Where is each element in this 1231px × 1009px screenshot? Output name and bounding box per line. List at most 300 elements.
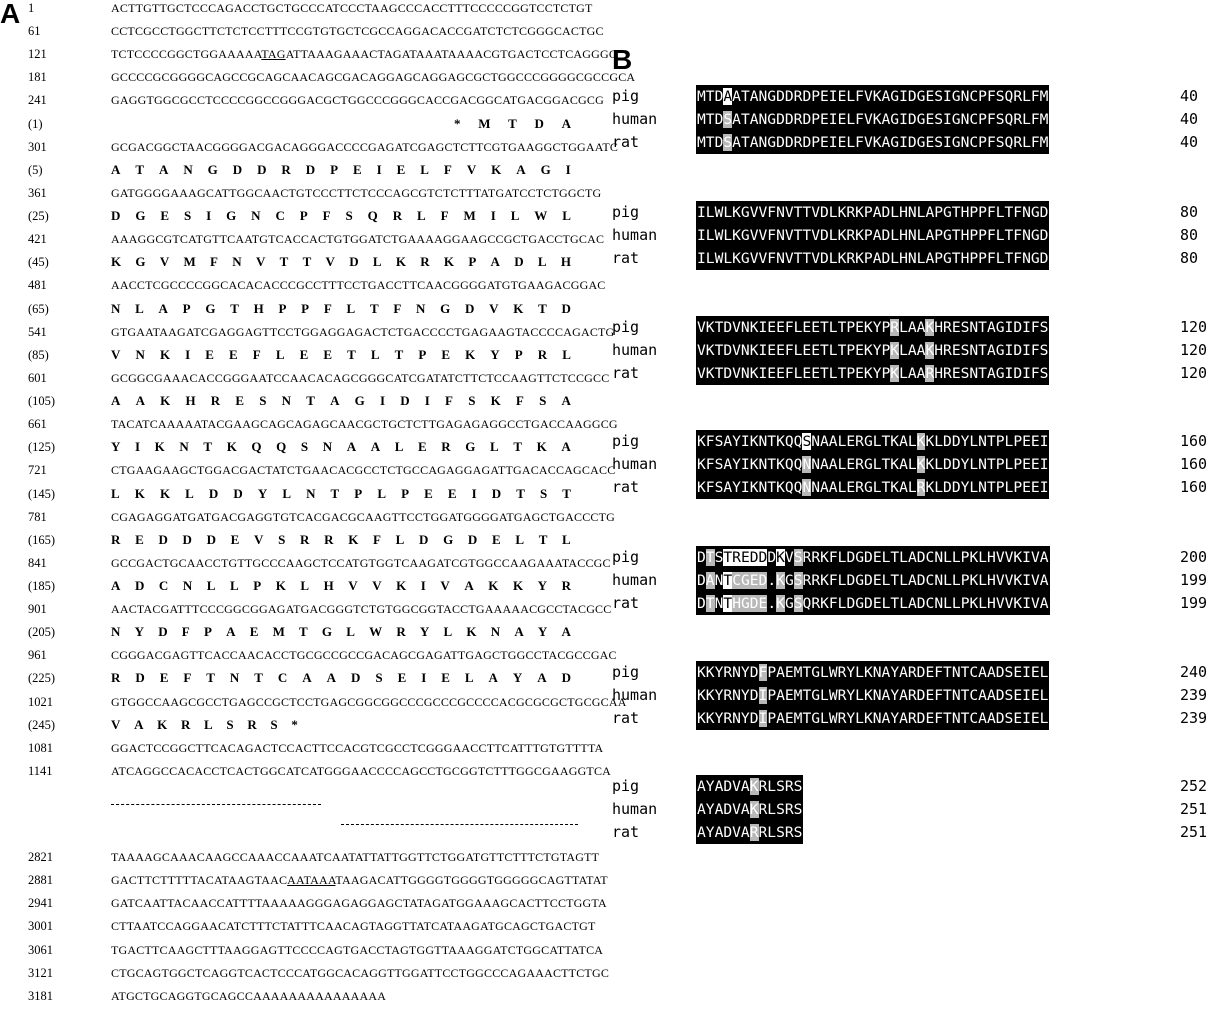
- species-label: human: [612, 800, 658, 818]
- nucleotide-sequence: ATCAGGCCACACCTCACTGGCATCATGGGAACCCCAGCCTGCGGTCTTTGGCGAAGGTCA: [111, 763, 612, 778]
- nucleotide-line: [0, 24, 604, 44]
- amino-acid: E: [159, 670, 169, 686]
- similar-residue-segment: K: [890, 342, 900, 359]
- amino-acid: K: [226, 439, 237, 455]
- position-number: 181: [28, 70, 47, 85]
- amino-acid: A: [346, 439, 357, 455]
- amino-acid: R: [537, 346, 548, 362]
- position-number: (165): [28, 532, 56, 547]
- nucleotide-sequence: AACCTCGCCCCGGCACACACCCGCCTTTCCTGACCTTCAACGGGGATGTGAAGACGGAC: [111, 278, 606, 293]
- amino-acid: N: [135, 346, 145, 362]
- amino-acid: P: [330, 161, 339, 177]
- amino-acid: K: [157, 716, 168, 732]
- nucleotide-sequence: [111, 47, 618, 61]
- position-number: 961: [28, 648, 47, 663]
- aligned-protein-sequence: [696, 569, 1050, 592]
- amino-acid: V: [111, 716, 121, 732]
- amino-acid: F: [210, 254, 218, 270]
- amino-acid: K: [513, 300, 524, 316]
- amino-acid: K: [466, 624, 477, 640]
- nucleotide-sequence: GCCCCGCGGGGCAGCCGCAGCAACAGCGACAGGAGCAGGAGCGCTGGCCCGGGGCGCCGCA: [111, 70, 636, 85]
- similar-residue-segment: N: [802, 479, 812, 496]
- amino-acid-translation: [111, 209, 571, 223]
- amino-acid: Y: [111, 439, 121, 455]
- amino-acid: N: [490, 624, 501, 640]
- similar-residue-segment: N: [802, 456, 812, 473]
- residue-end-position: 80: [1180, 226, 1199, 244]
- nucleotide-sequence: ATGCTGCAGGTGCAGCCAAAAAAAAAAAAAAA: [111, 988, 387, 1003]
- amino-acid: T: [347, 346, 356, 362]
- position-number: 1021: [28, 694, 53, 709]
- amino-acid: K: [443, 254, 455, 270]
- amino-acid: K: [160, 393, 171, 409]
- identical-residue-segment: RKFLDGDELTLADCNLLPKLHVVKIVA: [811, 549, 1049, 566]
- amino-acid-line: [0, 209, 600, 229]
- amino-acid: K: [275, 578, 286, 593]
- nucleotide-sequence: AAAGGCGTCATGTTCAATGTCACCACTGTGGATCTGAAAAGGAAGCCGCTGACCTGCAC: [111, 232, 605, 247]
- species-label: pig: [612, 548, 640, 566]
- amino-acid: L: [420, 161, 429, 177]
- aligned-protein-sequence: [696, 201, 1049, 224]
- identical-residue-segment: ATANGDDRDPEIELFVKAGIDGESIGNCPFSQRLFM: [732, 88, 1049, 105]
- amino-acid: R: [247, 716, 257, 732]
- amino-acid: D: [465, 300, 475, 316]
- amino-acid: F: [252, 346, 261, 362]
- amino-acid: T: [206, 670, 215, 686]
- identical-residue-segment: ATANGDDRDPEIELFVKAGIDGESIGNCPFSQRLFM: [732, 111, 1049, 128]
- amino-acid: G: [540, 161, 551, 177]
- similar-residue-segment: K: [916, 456, 926, 473]
- position-number: 841: [28, 555, 47, 570]
- identical-residue-segment: KKYRNYD: [697, 664, 759, 681]
- nucleotide-sequence: CGGGACGAGTTCACCAACACCTGCGCCGCCGACAGCGAGATTGAGCTGGCCTACGCCGAC: [111, 648, 617, 663]
- position-number: (205): [28, 625, 56, 640]
- amino-acid: R: [420, 254, 430, 270]
- similar-residue-segment: T: [705, 595, 715, 612]
- amino-acid: E: [424, 485, 433, 501]
- amino-acid: A: [158, 161, 169, 177]
- nucleotide-line: [0, 509, 615, 530]
- similar-residue-segment: K: [925, 342, 935, 359]
- amino-acid: Y: [419, 624, 430, 640]
- amino-acid: R: [111, 531, 121, 547]
- residue-end-position: 160: [1180, 432, 1208, 450]
- amino-acid: I: [424, 393, 430, 409]
- nucleotide-line: [0, 919, 600, 939]
- nucleotide-sequence: TACATCAAAAATACGAAGCAGCAGAGCAACGCTGCTCTTGAGAGAGGCCTGACCAAGGCG: [111, 417, 618, 432]
- amino-acid: L: [135, 300, 144, 316]
- amino-acid: T: [369, 300, 379, 316]
- identical-residue-segment: R: [802, 549, 812, 566]
- amino-acid-translation: [111, 255, 571, 269]
- amino-acid: L: [229, 578, 239, 593]
- amino-acid: T: [538, 531, 548, 547]
- position-number: 3061: [28, 942, 53, 957]
- amino-acid: E: [491, 531, 501, 547]
- amino-acid: R: [396, 624, 406, 640]
- nucleotide-sequence: CTGAAGAAGCTGGACGACTATCTGAACACGCCTCTGCCAGAGGAGATTGACACCAGCACC: [111, 463, 616, 478]
- amino-acid: I: [420, 578, 426, 593]
- amino-acid: Q: [367, 208, 378, 224]
- nonconserved-residue-segment: K: [776, 549, 785, 566]
- stop-codon-mark: *: [454, 115, 461, 131]
- amino-acid: T: [562, 485, 571, 501]
- species-label: pig: [612, 663, 640, 681]
- aligned-protein-sequence: [696, 430, 1049, 453]
- alignment-row: [610, 201, 1231, 224]
- amino-acid: K: [465, 346, 476, 362]
- alignment-row: [610, 592, 1231, 615]
- residue-end-position: 199: [1180, 571, 1208, 589]
- similar-residue-segment: S: [793, 572, 803, 589]
- amino-acid-line: [0, 348, 600, 368]
- underlined-signal-motif: TAG: [261, 47, 286, 62]
- amino-acid: I: [421, 670, 427, 686]
- identical-residue-segment: PAEMTGLWRYLKNAYARDEFTNTCAADSEIEL: [767, 710, 1049, 727]
- amino-acid: N: [232, 254, 242, 270]
- amino-acid: C: [277, 670, 288, 686]
- sequence-part: TAAGACATTGGGGTGGGGTGGGGGCAGTTATAT: [335, 873, 608, 888]
- residue-end-position: 199: [1180, 594, 1208, 612]
- alignment-row: [610, 224, 1231, 247]
- amino-acid: K: [488, 578, 499, 593]
- aligned-protein-sequence: [696, 546, 1050, 569]
- amino-acid: Y: [134, 624, 144, 640]
- nucleotide-line: [0, 850, 600, 870]
- alignment-row: [610, 798, 1231, 821]
- amino-acid: V: [325, 254, 335, 270]
- amino-acid: E: [418, 439, 427, 455]
- position-number: 3001: [28, 919, 53, 934]
- amino-acid: S: [183, 208, 192, 224]
- amino-acid: S: [226, 716, 234, 732]
- amino-acid: S: [539, 485, 548, 501]
- amino-acid: E: [135, 531, 144, 547]
- residue-end-position: 120: [1180, 318, 1208, 336]
- amino-acid: A: [561, 624, 571, 640]
- aligned-protein-sequence: [696, 224, 1049, 247]
- similar-residue-segment: S: [723, 111, 733, 128]
- identical-residue-segment: KLDDYLNTPLPEEI: [925, 479, 1049, 496]
- amino-acid: L: [443, 624, 453, 640]
- amino-acid: M: [463, 208, 476, 224]
- identical-residue-segment: D: [697, 549, 706, 566]
- amino-acid-line: [0, 533, 600, 553]
- amino-acid: K: [396, 578, 407, 593]
- amino-acid: D: [134, 578, 145, 593]
- amino-acid: H: [323, 578, 334, 593]
- aligned-protein-sequence: [696, 821, 803, 844]
- amino-acid: F: [181, 624, 190, 640]
- position-number: (85): [28, 347, 49, 362]
- amino-acid: R: [111, 670, 121, 686]
- amino-acid: D: [561, 300, 571, 316]
- amino-acid: F: [440, 208, 449, 224]
- position-number: 601: [28, 370, 47, 385]
- amino-acid: V: [255, 254, 266, 270]
- similar-residue-segment: K: [749, 778, 759, 795]
- amino-acid: W: [369, 624, 383, 640]
- amino-acid: R: [441, 439, 451, 455]
- amino-acid: L: [562, 531, 571, 547]
- amino-acid: G: [440, 300, 451, 316]
- similar-residue-segment: K: [916, 433, 926, 450]
- amino-acid: M: [183, 254, 196, 270]
- amino-acid: L: [562, 346, 571, 362]
- residue-end-position: 80: [1180, 249, 1199, 267]
- amino-acid: R: [281, 161, 291, 177]
- amino-acid: I: [379, 393, 386, 409]
- position-number: 781: [28, 509, 47, 524]
- nucleotide-sequence: GAGGTGGCGCCTCCCCGGCCGGGACGCTGGCCCGGGCACCGACGGCATGACGGACGCG: [111, 93, 604, 108]
- identical-residue-segment: G: [784, 595, 794, 612]
- nucleotide-line: [0, 896, 607, 916]
- amino-acid: L: [204, 716, 213, 732]
- position-number: 541: [28, 324, 47, 339]
- amino-acid: I: [185, 346, 191, 362]
- identical-residue-segment: .: [767, 595, 777, 612]
- amino-acid: D: [111, 208, 121, 224]
- identical-residue-segment: PAEMTGLWRYLKNAYARDEFTNTCAADSEIEL: [767, 664, 1049, 681]
- amino-acid: K: [159, 485, 171, 501]
- identical-residue-segment: G: [784, 572, 794, 589]
- nucleotide-sequence: TGACTTCAAGCTTTAAGGAGTTCCCCAGTGACCTAGTGGTTAAAGGATCTGGCATTATCA: [111, 942, 604, 957]
- amino-acid: T: [513, 439, 522, 455]
- aligned-protein-sequence: [696, 247, 1049, 270]
- species-label: rat: [612, 364, 640, 382]
- nonconserved-residue-segment: A: [723, 88, 733, 105]
- species-label: rat: [612, 249, 640, 267]
- amino-acid: S: [468, 393, 476, 409]
- nucleotide-sequence: CGAGAGGATGATGACGAGGTGTCACGACGCAAGTTCCTGGATGGGGATGAGCTGACCCTG: [111, 509, 615, 524]
- species-label: human: [612, 341, 658, 359]
- amino-acid: D: [561, 670, 571, 686]
- aligned-protein-sequence: [696, 661, 1049, 684]
- amino-acid: L: [377, 485, 386, 501]
- nonconserved-residue-segment: T: [723, 572, 733, 589]
- amino-acid: R: [210, 393, 221, 409]
- amino-acid: A: [111, 393, 121, 409]
- identical-residue-segment: KKYRNYD: [697, 710, 759, 727]
- identical-residue-segment: NAALERGLTKAL: [811, 479, 917, 496]
- amino-acid: G: [207, 161, 218, 177]
- aligned-protein-sequence: [696, 108, 1049, 131]
- identical-residue-segment: VKTDVNKIEEFLEETLTPEKYP: [697, 319, 891, 336]
- residue-end-position: 40: [1180, 110, 1199, 128]
- amino-acid: L: [515, 531, 524, 547]
- species-label: human: [612, 226, 658, 244]
- identical-residue-segment: LAA: [899, 319, 926, 336]
- nucleotide-line: [0, 278, 606, 298]
- amino-acid: A: [537, 670, 547, 686]
- amino-acid: V: [254, 531, 264, 547]
- aligned-protein-sequence: [696, 316, 1049, 339]
- amino-acid: D: [305, 161, 316, 177]
- amino-acid: V: [372, 578, 382, 593]
- identical-residue-segment: VKTDVNKIEEFLEETLTPEKYP: [697, 365, 891, 382]
- amino-acid: A: [561, 439, 571, 455]
- amino-acid: Y: [537, 624, 548, 640]
- alignment-row: [610, 684, 1231, 707]
- position-number: 3181: [28, 988, 53, 1003]
- amino-acid: M: [272, 624, 285, 640]
- amino-acid: K: [490, 393, 501, 409]
- nucleotide-sequence: ACTTGTTGCTCCCAGACCTGCTGCCCATCCCTAAGCCCACCTTTCCCCCGGTCCTCTGT: [111, 1, 593, 15]
- amino-acid: C: [275, 208, 285, 224]
- amino-acid: T: [394, 346, 404, 362]
- identical-residue-segment: NAALERGLTKAL: [811, 456, 917, 473]
- amino-acid: L: [370, 346, 380, 362]
- nucleotide-sequence: GCCGACTGCAACCTGTTGCCCAAGCTCCATGTGGTCAAGATCGTGGCCAAGAAATACCGC: [111, 555, 611, 570]
- aligned-protein-sequence: [696, 85, 1049, 108]
- amino-acid: S: [270, 716, 278, 732]
- amino-acid: K: [159, 346, 171, 362]
- amino-acid: H: [185, 393, 196, 409]
- amino-acid: T: [230, 300, 239, 316]
- amino-acid: T: [254, 670, 263, 686]
- position-number: 481: [28, 278, 47, 293]
- amino-acid: T: [279, 254, 289, 270]
- position-number: 2941: [28, 896, 53, 911]
- identical-residue-segment: KFSAYIKNTKQQ: [697, 456, 803, 473]
- amino-acid-translation: [111, 579, 571, 593]
- identical-residue-segment: RLSRS: [758, 778, 803, 795]
- position-number: (125): [28, 440, 56, 455]
- similar-residue-segment: R: [749, 824, 759, 841]
- similar-residue-segment: A: [705, 572, 715, 589]
- similar-residue-segment: S: [793, 549, 803, 566]
- alignment-row: [610, 339, 1231, 362]
- identical-residue-segment: VKTDVNKIEEFLEETLTPEKYP: [697, 342, 891, 359]
- nucleotide-sequence: AACTACGATTTCCCGGCGGAGATGACGGGTCTGTGGCGGTACCTGAAAAACGCCTACGCC: [111, 602, 612, 617]
- amino-acid: L: [394, 439, 404, 455]
- similar-residue-segment: I: [758, 710, 768, 727]
- amino-acid: A: [561, 393, 571, 409]
- amino-acid: L: [417, 208, 426, 224]
- position-number: 2821: [28, 850, 53, 865]
- residue-end-position: 239: [1180, 709, 1208, 727]
- amino-acid-line: [0, 117, 600, 137]
- amino-acid: S: [539, 393, 547, 409]
- amino-acid: N: [416, 300, 426, 316]
- aligned-protein-sequence: [696, 775, 803, 798]
- alignment-row: [610, 707, 1231, 730]
- position-number: 1141: [28, 763, 53, 778]
- amino-acid: A: [370, 439, 381, 455]
- amino-acid: K: [536, 439, 547, 455]
- identical-residue-segment: ATANGDDRDPEIELFVKAGIDGESIGNCPFSQRLFM: [732, 134, 1049, 151]
- amino-acid: I: [565, 161, 571, 177]
- nucleotide-line: [0, 694, 627, 715]
- nucleotide-line: [0, 989, 600, 1009]
- amino-acid: D: [232, 161, 243, 177]
- alignment-row: [610, 546, 1231, 569]
- identical-residue-segment: R: [802, 572, 812, 589]
- amino-acid-translation: [111, 625, 571, 639]
- species-label: pig: [612, 777, 640, 795]
- residue-end-position: 160: [1180, 455, 1208, 473]
- amino-acid: E: [397, 670, 407, 686]
- amino-acid: L: [111, 485, 120, 501]
- species-label: human: [612, 571, 658, 589]
- amino-acid: C: [158, 578, 169, 593]
- amino-acid: K: [154, 439, 165, 455]
- alignment-row: [610, 453, 1231, 476]
- identical-residue-segment: ILWLKGVVFNVTTVDLKRKPADLHNLAPGTHPPFLTFNGD: [697, 250, 1049, 267]
- amino-acid: D: [182, 531, 192, 547]
- amino-acid: L: [372, 254, 382, 270]
- amino-acid-line: [0, 163, 600, 183]
- amino-acid: W: [534, 208, 548, 224]
- alignment-row: [610, 430, 1231, 453]
- amino-acid: S: [259, 393, 267, 409]
- identical-residue-segment: N: [714, 572, 724, 589]
- residue-end-position: 120: [1180, 364, 1208, 382]
- position-number: 241: [28, 93, 47, 108]
- similar-residue-segment: CGED: [732, 572, 768, 589]
- nucleotide-line: [0, 942, 604, 963]
- amino-acid: T: [302, 254, 312, 270]
- species-label: pig: [612, 318, 640, 336]
- amino-acid: L: [346, 624, 355, 640]
- amino-acid: D: [534, 115, 544, 131]
- amino-acid: V: [466, 161, 477, 177]
- amino-acid: S: [375, 670, 383, 686]
- amino-acid: E: [160, 208, 170, 224]
- nucleotide-sequence: GGACTCCGGCTTCACAGACTCCACTTCCACGTCGCCTCGGGAACCTTCATTTGTGTTTTA: [111, 740, 604, 755]
- amino-acid: L: [275, 346, 285, 362]
- species-label: pig: [612, 432, 640, 450]
- identical-residue-segment: KKYRNYD: [697, 687, 759, 704]
- amino-acid: E: [441, 670, 450, 686]
- residue-end-position: 240: [1180, 663, 1208, 681]
- amino-acid: Q: [251, 439, 262, 455]
- amino-acid-line: [0, 671, 600, 691]
- amino-acid: A: [488, 670, 498, 686]
- amino-acid: T: [508, 115, 517, 131]
- position-number: 721: [28, 463, 47, 478]
- amino-acid: V: [348, 578, 358, 593]
- alignment-row: [610, 362, 1231, 385]
- similar-residue-segment: S: [723, 134, 733, 151]
- alignment-row: [610, 476, 1231, 499]
- amino-acid: D: [419, 531, 429, 547]
- amino-acid: N: [251, 208, 261, 224]
- amino-acid: R: [300, 531, 310, 547]
- identical-residue-segment: D: [697, 572, 706, 589]
- nucleotide-line: [0, 965, 610, 986]
- alignment-row: [610, 85, 1231, 108]
- amino-acid: P: [278, 300, 287, 316]
- amino-acid-translation: [111, 440, 571, 454]
- amino-acid-translation: [454, 117, 571, 131]
- amino-acid-translation: [111, 163, 571, 177]
- amino-acid: F: [443, 161, 452, 177]
- amino-acid: N: [111, 300, 121, 316]
- nucleotide-line: [0, 417, 618, 437]
- amino-acid: P: [468, 254, 477, 270]
- nucleotide-line: [0, 555, 611, 576]
- amino-acid: F: [393, 300, 402, 316]
- species-label: human: [612, 686, 658, 704]
- similar-residue-segment: K: [890, 365, 900, 382]
- amino-acid: R: [561, 578, 571, 593]
- similar-residue-segment: S: [793, 595, 803, 612]
- aligned-protein-sequence: [696, 476, 1049, 499]
- nucleotide-line: [0, 873, 608, 893]
- position-number: 121: [28, 47, 47, 62]
- amino-acid: N: [111, 624, 121, 640]
